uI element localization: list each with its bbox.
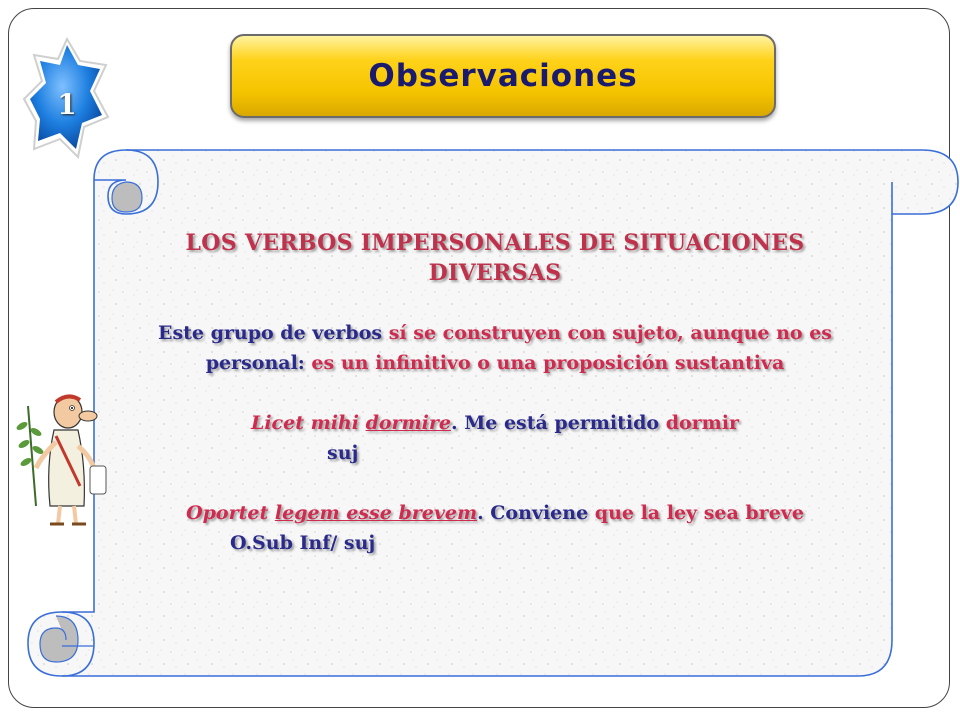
example-latin-subject: dormire [365, 412, 451, 434]
example-2 [100, 498, 890, 528]
page-title: Observaciones [368, 58, 638, 94]
example-latin: Oportet [186, 502, 275, 524]
badge-number: 1 [57, 87, 77, 121]
scroll-content [100, 228, 890, 558]
example-punct: . [477, 502, 491, 524]
heading-line-2: DIVERSAS [428, 260, 562, 286]
example-latin: Licet mihi [250, 412, 366, 434]
example-translation: Me está permitido [464, 412, 666, 434]
example-translation-highlight: que la ley sea breve [594, 502, 804, 524]
slide-number-badge [20, 35, 114, 173]
explanation-paragraph [100, 318, 890, 378]
para-highlight: es un infinitivo o una proposición sustantiva [311, 352, 785, 374]
example-2-label: O.Sub Inf/ suj [230, 532, 376, 554]
example-translation-highlight: dormir [665, 412, 740, 434]
example-punct: . [450, 412, 465, 434]
para-highlight: sí se construyen con sujeto, aunque no es [388, 322, 833, 344]
para-text: Este grupo de verbos [157, 322, 389, 344]
para-text: personal: [205, 352, 312, 374]
section-heading [100, 228, 890, 288]
example-translation: Conviene [490, 502, 595, 524]
heading-line-1: LOS VERBOS IMPERSONALES DE SITUACIONES [185, 230, 805, 256]
title-banner [230, 34, 776, 118]
example-1 [100, 408, 890, 438]
example-1-label: suj [327, 442, 359, 464]
example-latin-subject: legem esse brevem [274, 502, 478, 524]
